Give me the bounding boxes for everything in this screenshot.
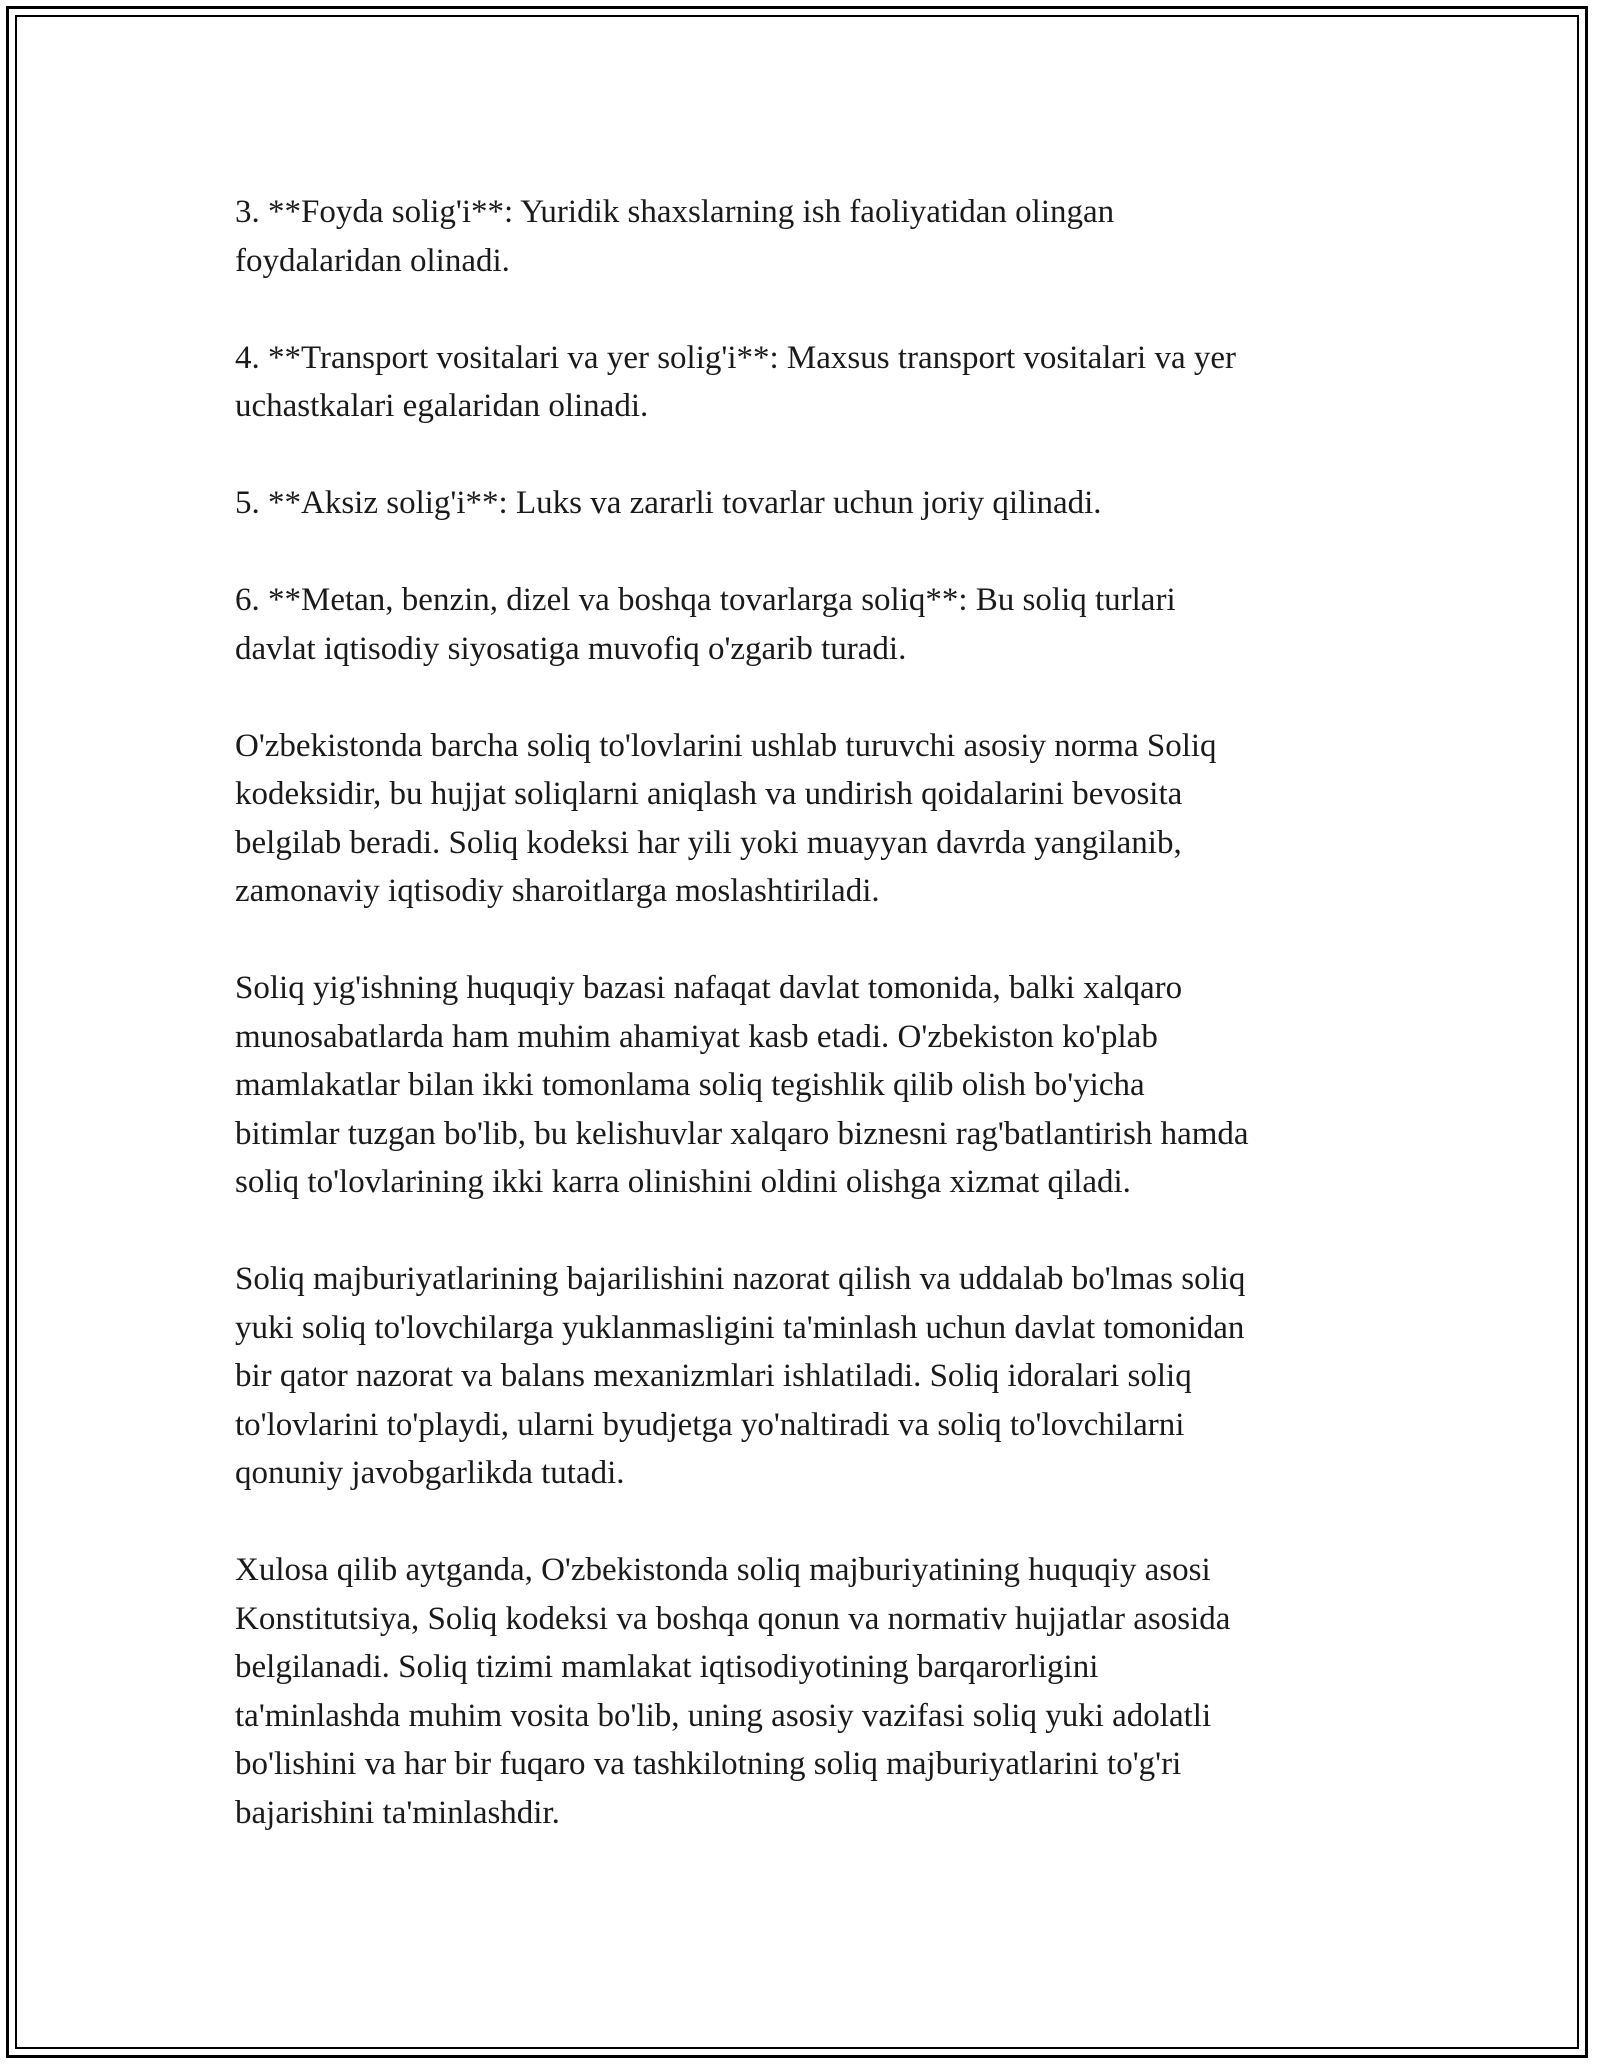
list-item-excise-tax: 5. **Aksiz solig'i**: Luks va zararli tovarlar uchun joriy qilinadi.	[235, 485, 1102, 521]
paragraph-tax-code: O'zbekistonda barcha soliq to'lovlarini ushlab turuvchi asosiy norma Soliq kodeksidir, bu hujjat soliqlarni aniqlash va undirish qoidalarini bevosita belgilab beradi. Soliq kodeksi har yili yoki muayyan davrda yangilanib, zamonaviy iqtisodiy sharoitlarga moslashtiriladi.	[235, 727, 1217, 909]
list-item-profit-tax: 3. **Foyda solig'i**: Yuridik shaxslarning ish faoliyatidan olingan foydalaridan olinadi.	[235, 194, 1115, 279]
paragraph-tax-control: Soliq majburiyatlarining bajarilishini nazorat qilish va uddalab bo'lmas soliq yuki soliq to'lovchilarga yuklanmasligini ta'minlash uchun davlat tomonidan bir qator nazorat va balans mexanizmlari ishlatiladi. Soliq idoralari soliq to'lovlarini to'playdi, ularni byudjetga yo'naltiradi va soliq to'lovchilarni qonuniy javobgarlikda tutadi.	[235, 1261, 1246, 1491]
paragraph-conclusion: Xulosa qilib aytganda, O'zbekistonda soliq majburiyatining huquqiy asosi Konstitutsiya, Soliq kodeksi va boshqa qonun va normativ hujjatlar asosida belgilanadi. Soliq tizimi mamlakat iqtisodiyotining barqarorligini ta'minlashda muhim vosita bo'lib, uning asosiy vazifasi soliq yuki adolatli bo'lishini va har bir fuqaro va tashkilotning soliq majburiyatlarini to'g'ri bajarishini ta'minlashdir.	[235, 1552, 1231, 1831]
document-body	[235, 188, 1385, 1837]
paragraph-international-relations: Soliq yig'ishning huquqiy bazasi nafaqat davlat tomonida, balki xalqaro munosabatlarda ham muhim ahamiyat kasb etadi. O'zbekiston ko'plab mamlakatlar bilan ikki tomonlama soliq tegishlik qilib olish bo'yicha bitimlar tuzgan bo'lib, bu kelishuvlar xalqaro biznesni rag'batlantirish hamda soliq to'lovlarining ikki karra olinishini oldini olishga xizmat qiladi.	[235, 970, 1249, 1200]
list-item-fuel-goods-tax: 6. **Metan, benzin, dizel va boshqa tovarlarga soliq**: Bu soliq turlari davlat iqtisodiy siyosatiga muvofiq o'zgarib turadi.	[235, 582, 1176, 667]
list-item-transport-land-tax: 4. **Transport vositalari va yer solig'i**: Maxsus transport vositalari va yer uchastkalari egalaridan olinadi.	[235, 339, 1236, 424]
